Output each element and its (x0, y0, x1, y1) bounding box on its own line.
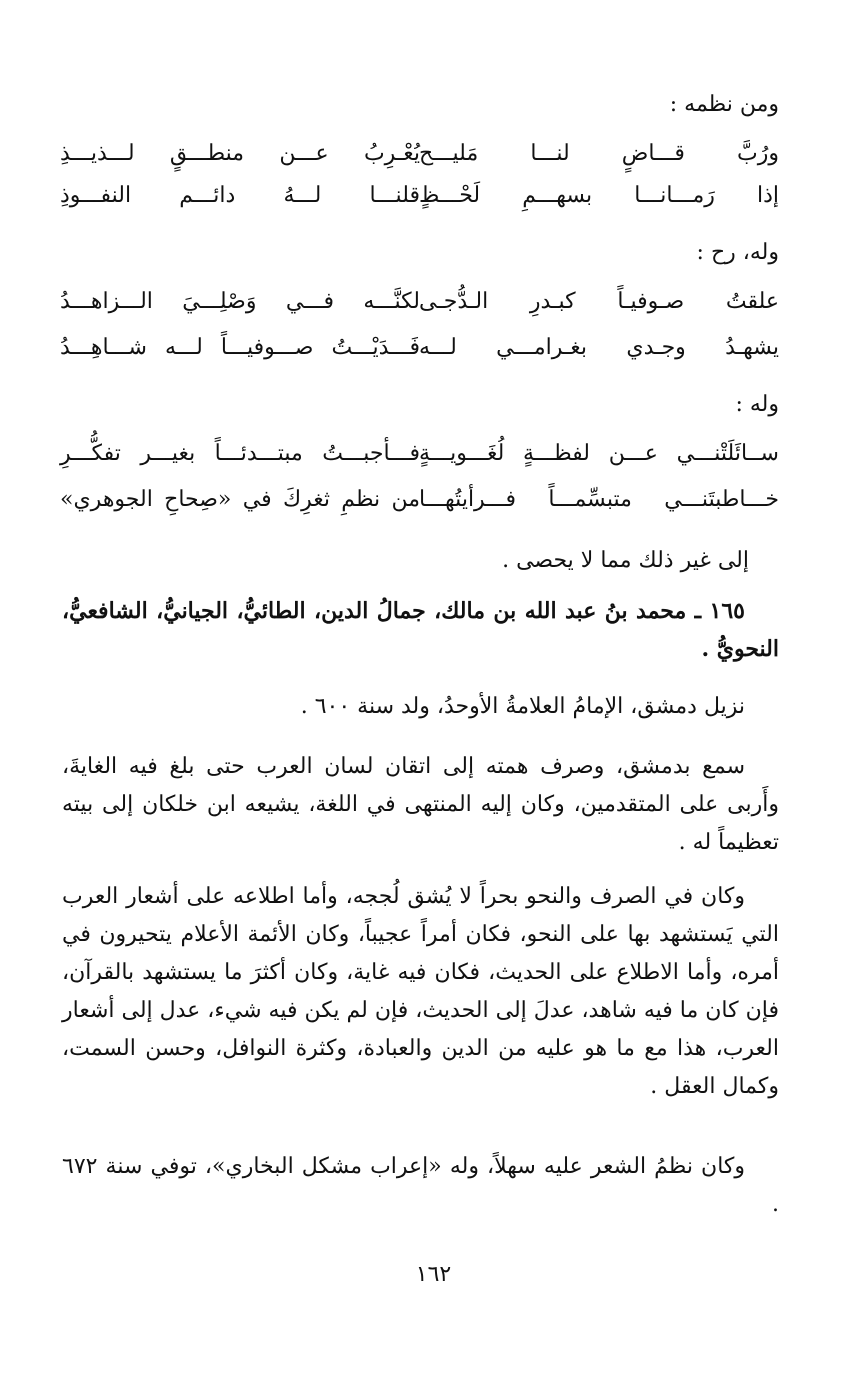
verse-line (60, 483, 779, 517)
poem-intro: ومن نظمه : (669, 92, 779, 117)
entry-paragraph: نزيل دمشق، الإمامُ العلامةُ الأوحدُ، ولد سنة ٦٠٠ . (300, 694, 745, 719)
verse-second-hemistich: فَـــدَيْـــتُ صـــوفيـــاً لـــه شـــاهِـــدُ (60, 335, 420, 360)
entry-heading: ١٦٥ ـ محمد بنُ عبد الله بن مالك، جمالُ الدين، الطائيُّ، الجيانيُّ، الشافعيُّ، النحويُّ . (62, 598, 779, 662)
verse-second-hemistich: فـــأجبـــتُ مبتـــدئـــاً بغيـــر تفكُّـــرِ (60, 441, 420, 466)
verse-line (60, 179, 779, 213)
verse-second-hemistich: من نظمِ ثغرِكَ في «صِحاحِ الجوهري» (60, 487, 420, 512)
verse-first-hemistich: إذا رَمـــانـــا بسهـــمِ لَحْـــظٍ (419, 183, 779, 208)
verse-second-hemistich: يُعْـرِبُ عـــن منطـــقٍ لـــذيـــذِ (60, 141, 420, 166)
entry-paragraph: سمع بدمشق، وصرف همته إلى اتقان لسان العرب حتى بلغ فيه الغايةَ، وأَربى على المتقدمين، وكان إليه المنتهى في اللغة، يشيعه ابن خلكان إلى بيته تعظيماً له . (62, 754, 779, 855)
verse-first-hemistich: خـــاطبتَنـــي متبسِّمـــاً فـــرأيتُهـــا (419, 487, 779, 512)
verse-first-hemistich: علقتُ صـوفيـاً كبـدرِ الـدُّجـى (419, 289, 779, 314)
poem-intro: وله، رح : (696, 240, 779, 265)
verse-second-hemistich: لكنَّـــه فـــي وَصْلِـــيَ الـــزاهـــدُ (60, 289, 420, 314)
poem-intro: وله : (735, 392, 779, 417)
verse-second-hemistich: قلنـــا لـــهُ دائـــم النفـــوذِ (60, 183, 420, 208)
verse-line (60, 331, 779, 365)
verse-line (60, 137, 779, 171)
verse-line (60, 285, 779, 319)
entry-paragraph: وكان في الصرف والنحو بحراً لا يُشق لُججه، وأما اطلاعه على أشعار العرب التي يَستشهد بها على النحو، فكان أمراً عجيباً، وكان الأئمة الأعلام يتحيرون في أمره، وأما الاطلاع على الحديث، فكان فيه غاية، وكان أكثرَ ما يستشهد بالقرآن، فإن كان ما فيه شاهد، عدلَ إلى الحديث، فإن لم يكن فيه شيء، عدل إلى أشعار العرب، هذا مع ما هو عليه من الدين والعبادة، وكثرة النوافل، وحسن السمت، وكمال العقل . (62, 884, 779, 1099)
verse-first-hemistich: ورُبَّ قـــاضٍ لنـــا مَليـــح (419, 141, 779, 166)
page-number: ١٦٢ (415, 1262, 452, 1287)
verse-first-hemistich: يشهـدُ وجـدي بغـرامـــي لـــه (419, 335, 779, 360)
verse-line (60, 437, 779, 471)
closing-line: إلى غير ذلك مما لا يحصى . (502, 548, 749, 573)
verse-first-hemistich: ســائَلَتْنـــي عـــن لفظـــةٍ لُغَـــويـــةٍ (419, 441, 779, 466)
entry-paragraph: وكان نظمُ الشعر عليه سهلاً، وله «إعراب مشكل البخاري»، توفي سنة ٦٧٢ . (62, 1154, 779, 1217)
